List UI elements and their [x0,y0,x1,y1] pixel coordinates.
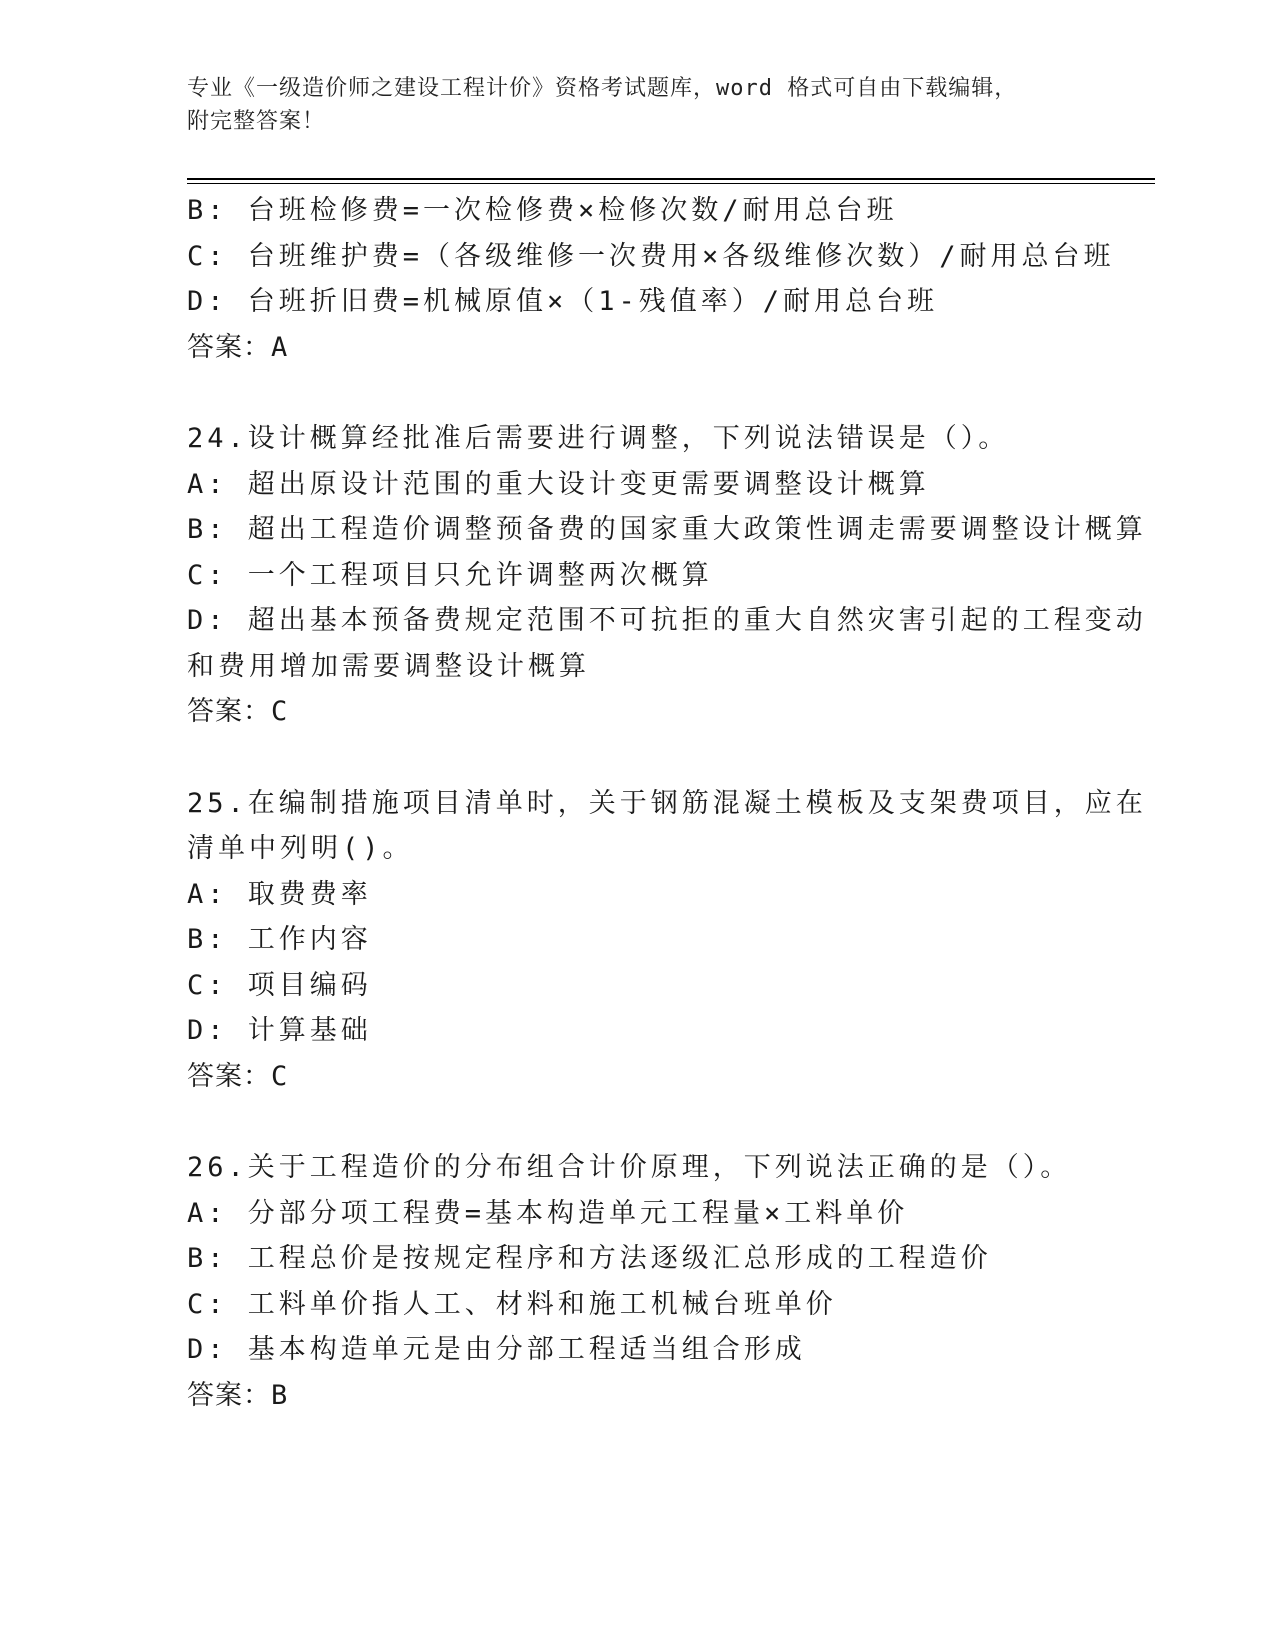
spacer [187,370,1087,416]
spacer [187,735,1087,781]
answer: 答案：C [187,1060,289,1092]
option-b: B: 台班检修费=一次检修费×检修次数/耐用总台班 [187,195,898,226]
question-stem: 26.关于工程造价的分布组合计价原理，下列说法正确的是（）。 [187,1152,1072,1183]
question-stem-line-1: 25.在编制措施项目清单时，关于钢筋混凝土模板及支架费项目，应在 [187,787,1147,819]
header-line-2: 附完整答案！ [187,109,326,134]
option-a: A: 取费费率 [187,878,372,910]
answer: 答案：A [187,331,289,363]
question-23 [187,188,1115,370]
header-divider-thick [187,178,1155,180]
option-b: B: 超出工程造价调整预备费的国家重大政策性调走需要调整设计概算 [187,514,1147,545]
option-a: A: 分部分项工程费=基本构造单元工程量×工料单价 [187,1197,909,1229]
option-b: B: 工作内容 [187,924,372,955]
option-a: A: 超出原设计范围的重大设计变更需要调整设计概算 [187,468,930,500]
question-content [187,188,1147,1418]
option-d: D: 台班折旧费=机械原值×（1-残值率）/耐用总台班 [187,286,939,317]
option-d: D: 基本构造单元是由分部工程适当组合形成 [187,1334,806,1365]
header-line-1: 专业《一级造价师之建设工程计价》资格考试题库，word 格式可自由下载编辑， [187,76,1018,101]
option-d-line-1: D: 超出基本预备费规定范围不可抗拒的重大自然灾害引起的工程变动 [187,605,1147,636]
question-26 [187,1145,1087,1418]
option-c: C: 项目编码 [187,969,372,1001]
option-c: C: 一个工程项目只允许调整两次概算 [187,559,713,591]
question-stem: 24.设计概算经批准后需要进行调整，下列说法错误是（）。 [187,423,1010,454]
header-divider-thin [187,183,1155,184]
question-stem-line-2: 清单中列明()。 [187,833,414,864]
option-c: C: 工料单价指人工、材料和施工机械台班单价 [187,1288,837,1320]
option-c: C: 台班维护费=（各级维修一次费用×各级维修次数）/耐用总台班 [187,240,1115,272]
option-b: B: 工程总价是按规定程序和方法逐级汇总形成的工程造价 [187,1243,992,1274]
spacer [187,1099,1087,1145]
option-d-line-2: 和费用增加需要调整设计概算 [187,650,590,682]
question-25 [187,781,1147,1100]
document-header [187,72,1087,138]
option-d: D: 计算基础 [187,1015,372,1046]
question-24 [187,416,1147,735]
answer: 答案：B [187,1379,289,1411]
answer: 答案：C [187,696,289,727]
